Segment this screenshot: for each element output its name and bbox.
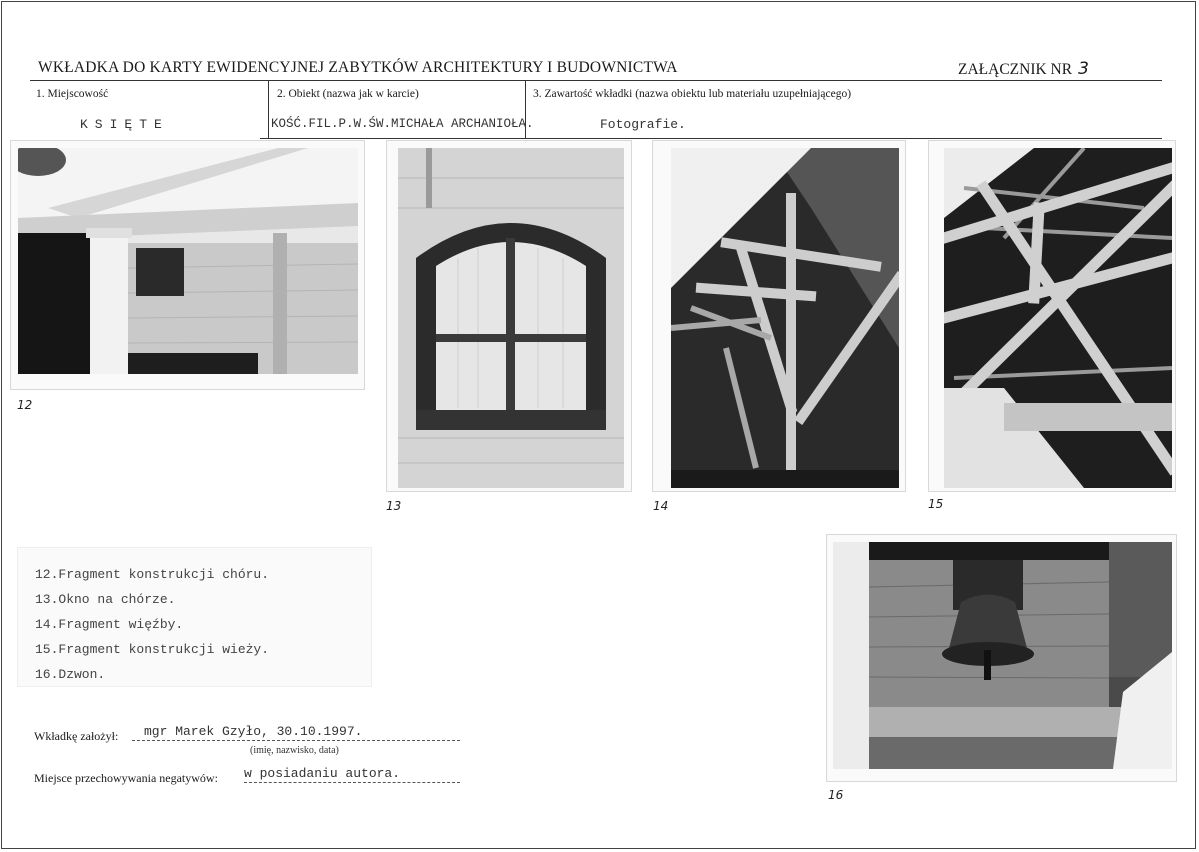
storage-label: Miejsce przechowywania negatywów: — [34, 771, 218, 785]
caption-13: 13.Okno na chórze. — [35, 592, 176, 607]
photo-number-16: 16 — [828, 788, 844, 802]
captions-box — [17, 547, 372, 687]
photo-number-14: 14 — [653, 499, 669, 513]
storage-value: w posiadaniu autora. — [244, 766, 460, 783]
object-label: 2. Obiekt (nazwa jak w karcie) — [277, 88, 419, 100]
photo-tower-structure — [944, 148, 1172, 488]
caption-16: 16.Dzwon. — [35, 667, 106, 682]
photo-roof-truss — [671, 148, 899, 488]
photo-card-13 — [386, 140, 632, 492]
locality-label: 1. Miejscowość — [36, 88, 109, 100]
photo-number-15: 15 — [928, 497, 944, 511]
field-divider-1 — [268, 81, 269, 138]
document-title: WKŁADKA DO KARTY EWIDENCYJNEJ ZABYTKÓW ARCHITEKTURY I BUDOWNICTWA — [38, 59, 678, 76]
header-rule — [30, 80, 1162, 81]
photo-number-12: 12 — [17, 398, 33, 412]
fields-bottom-rule — [260, 138, 1162, 139]
object-value: KOŚĆ.FIL.P.W.ŚW.MICHAŁA ARCHANIOŁA. — [271, 117, 534, 131]
annex-label — [958, 59, 1089, 79]
photo-bell — [833, 542, 1172, 769]
photo-number-13: 13 — [386, 499, 402, 513]
content-value: Fotografie. — [600, 117, 686, 132]
content-label: 3. Zawartość wkładki (nazwa obiektu lub materiału uzupełniającego) — [533, 88, 852, 100]
caption-15: 15.Fragment konstrukcji wieży. — [35, 642, 270, 657]
photo-choir-structure — [18, 148, 358, 374]
photo-card-14 — [652, 140, 906, 492]
photo-card-16 — [826, 534, 1177, 782]
caption-12: 12.Fragment konstrukcji chóru. — [35, 567, 270, 582]
founder-label: Wkładkę założył: — [34, 729, 119, 743]
caption-14: 14.Fragment więźby. — [35, 617, 184, 632]
founder-note: (imię, nazwisko, data) — [250, 745, 339, 756]
founder-value: mgr Marek Gzyło, 30.10.1997. — [132, 724, 460, 741]
annex-label-text: ZAŁĄCZNIK NR — [958, 61, 1073, 78]
annex-number: 3 — [1078, 59, 1089, 79]
locality-value: KSIĘTE — [80, 117, 169, 132]
photo-window — [398, 148, 624, 488]
photo-card-15 — [928, 140, 1176, 492]
photo-card-12 — [10, 140, 365, 390]
